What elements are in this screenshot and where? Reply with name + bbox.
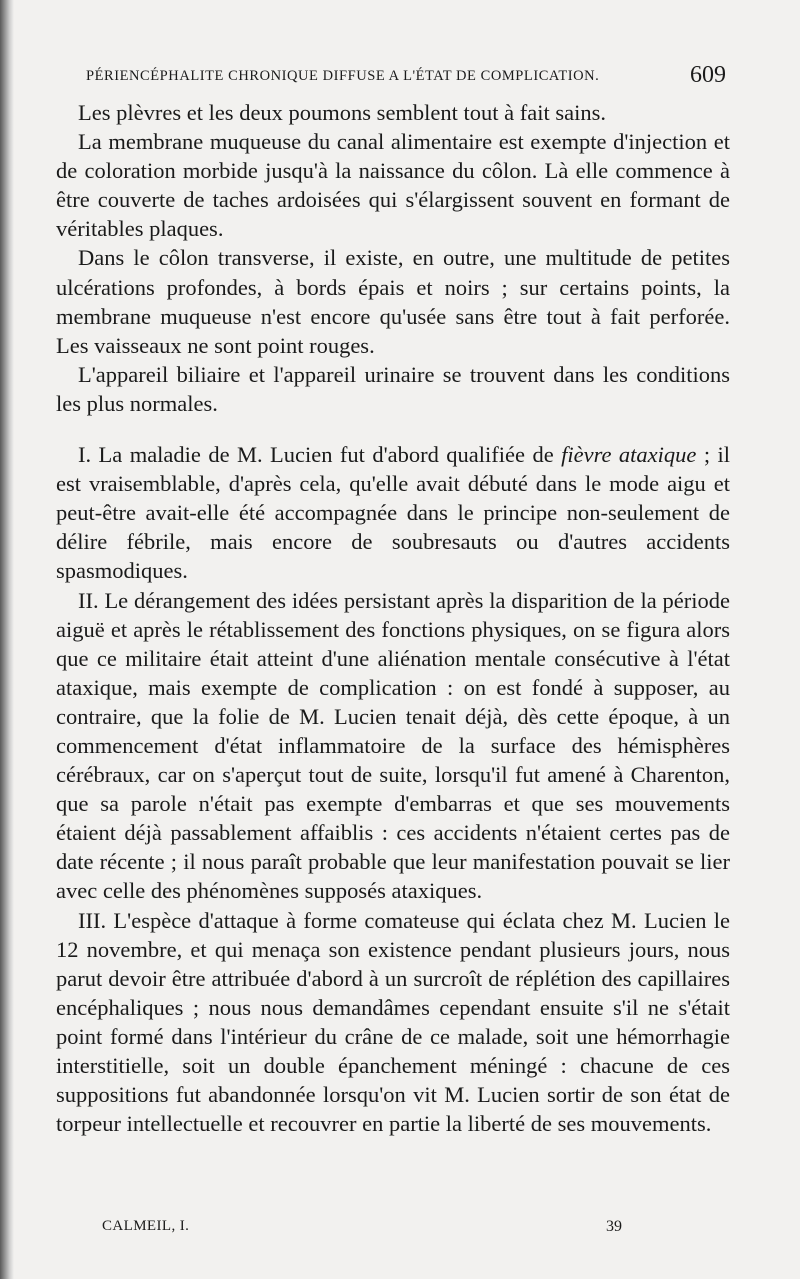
paragraph-appareil-biliaire: L'appareil biliaire et l'appareil urinaire se trouvent dans les conditions les plus normales. [56,361,730,416]
body-text [56,98,730,1138]
paragraph-section-i [56,440,730,585]
paragraph-section-ii: II. Le dérangement des idées persistant après la disparition de la période aiguë et après le rétablissement des fonctions physiques, on se figura alors que ce militaire était atteint d'une aliénation mentale consécutive à l'état ataxique, mais exempte de complication : on est fondé à supposer, au contraire, que la folie de M. Lucien tenait déjà, dès cette époque, à un commencement d'état inflammatoire de la surface des hémisphères cérébraux, car on s'aperçut tout de suite, lorsqu'il fut amené à Charenton, que sa parole n'était pas exempte d'embarras et que ses mouvements étaient déjà passablement affaiblis : ces accidents n'étaient certes pas de date récente ; il nous paraît probable que leur manifestation pouvait se lier avec celle des phénomènes supposés ataxiques. [56,587,730,904]
paragraph-section-iii: III. L'espèce d'attaque à forme comateuse qui éclata chez M. Lucien le 12 novembre, et qui menaça son existence pendant plusieurs jours, nous parut devoir être attribuée d'abord à un surcroît de réplétion des capillaires encéphaliques ; nous nous demandâmes cependant ensuite s'il ne s'était point formé dans l'intérieur du crâne de ce malade, soit une hémorrhagie interstitielle, soit un double épanchement méningé : chacune de ces suppositions fut abandonnée lorsqu'on vit M. Lucien sortir de son état de torpeur intellectuelle et recouvrer en partie la liberté de ses mouvements. [56,907,730,1137]
running-title: PÉRIENCÉPHALITE CHRONIQUE DIFFUSE A L'ÉTAT DE COMPLICATION. [86,68,600,84]
footer-author: CALMEIL, I. [102,1218,190,1234]
section-i-italic-term: fièvre ataxique [561,442,697,468]
section-i-text-end: ; il est vraisemblable, d'après cela, qu'elle avait débuté dans le mode aigu et peut-être avait-elle été accompagnée dans le principe non-seulement de délire fébrile, mais encore de soubresauts ou d'autres accidents spasmodiques. [56,442,731,584]
footer-signature-mark: 39 [606,1218,622,1235]
running-header [86,62,726,92]
section-i-text-start: I. La maladie de M. Lucien fut d'abord qualifiée de [78,442,562,468]
page-number: 609 [690,62,726,88]
page-footer [102,1218,642,1244]
paragraph-plevres: Les plèvres et les deux poumons semblent tout à fait sains. [78,100,607,125]
paragraph-colon-transverse: Dans le côlon transverse, il existe, en outre, une multitude de petites ulcérations profondes, à bords épais et noirs ; sur certains points, la membrane muqueuse n'est encore qu'usée sans être tout à fait perforée. Les vaisseaux ne sont point rouges. [56,245,730,358]
page-gutter-shadow [0,0,14,1279]
paragraph-membrane-muqueuse: La membrane muqueuse du canal alimentaire est exempte d'injection et de coloration morbide jusqu'à la naissance du côlon. Là elle commence à être couverte de taches ardoisées qui s'élargissent souvent en formant de véritables plaques. [56,129,730,242]
